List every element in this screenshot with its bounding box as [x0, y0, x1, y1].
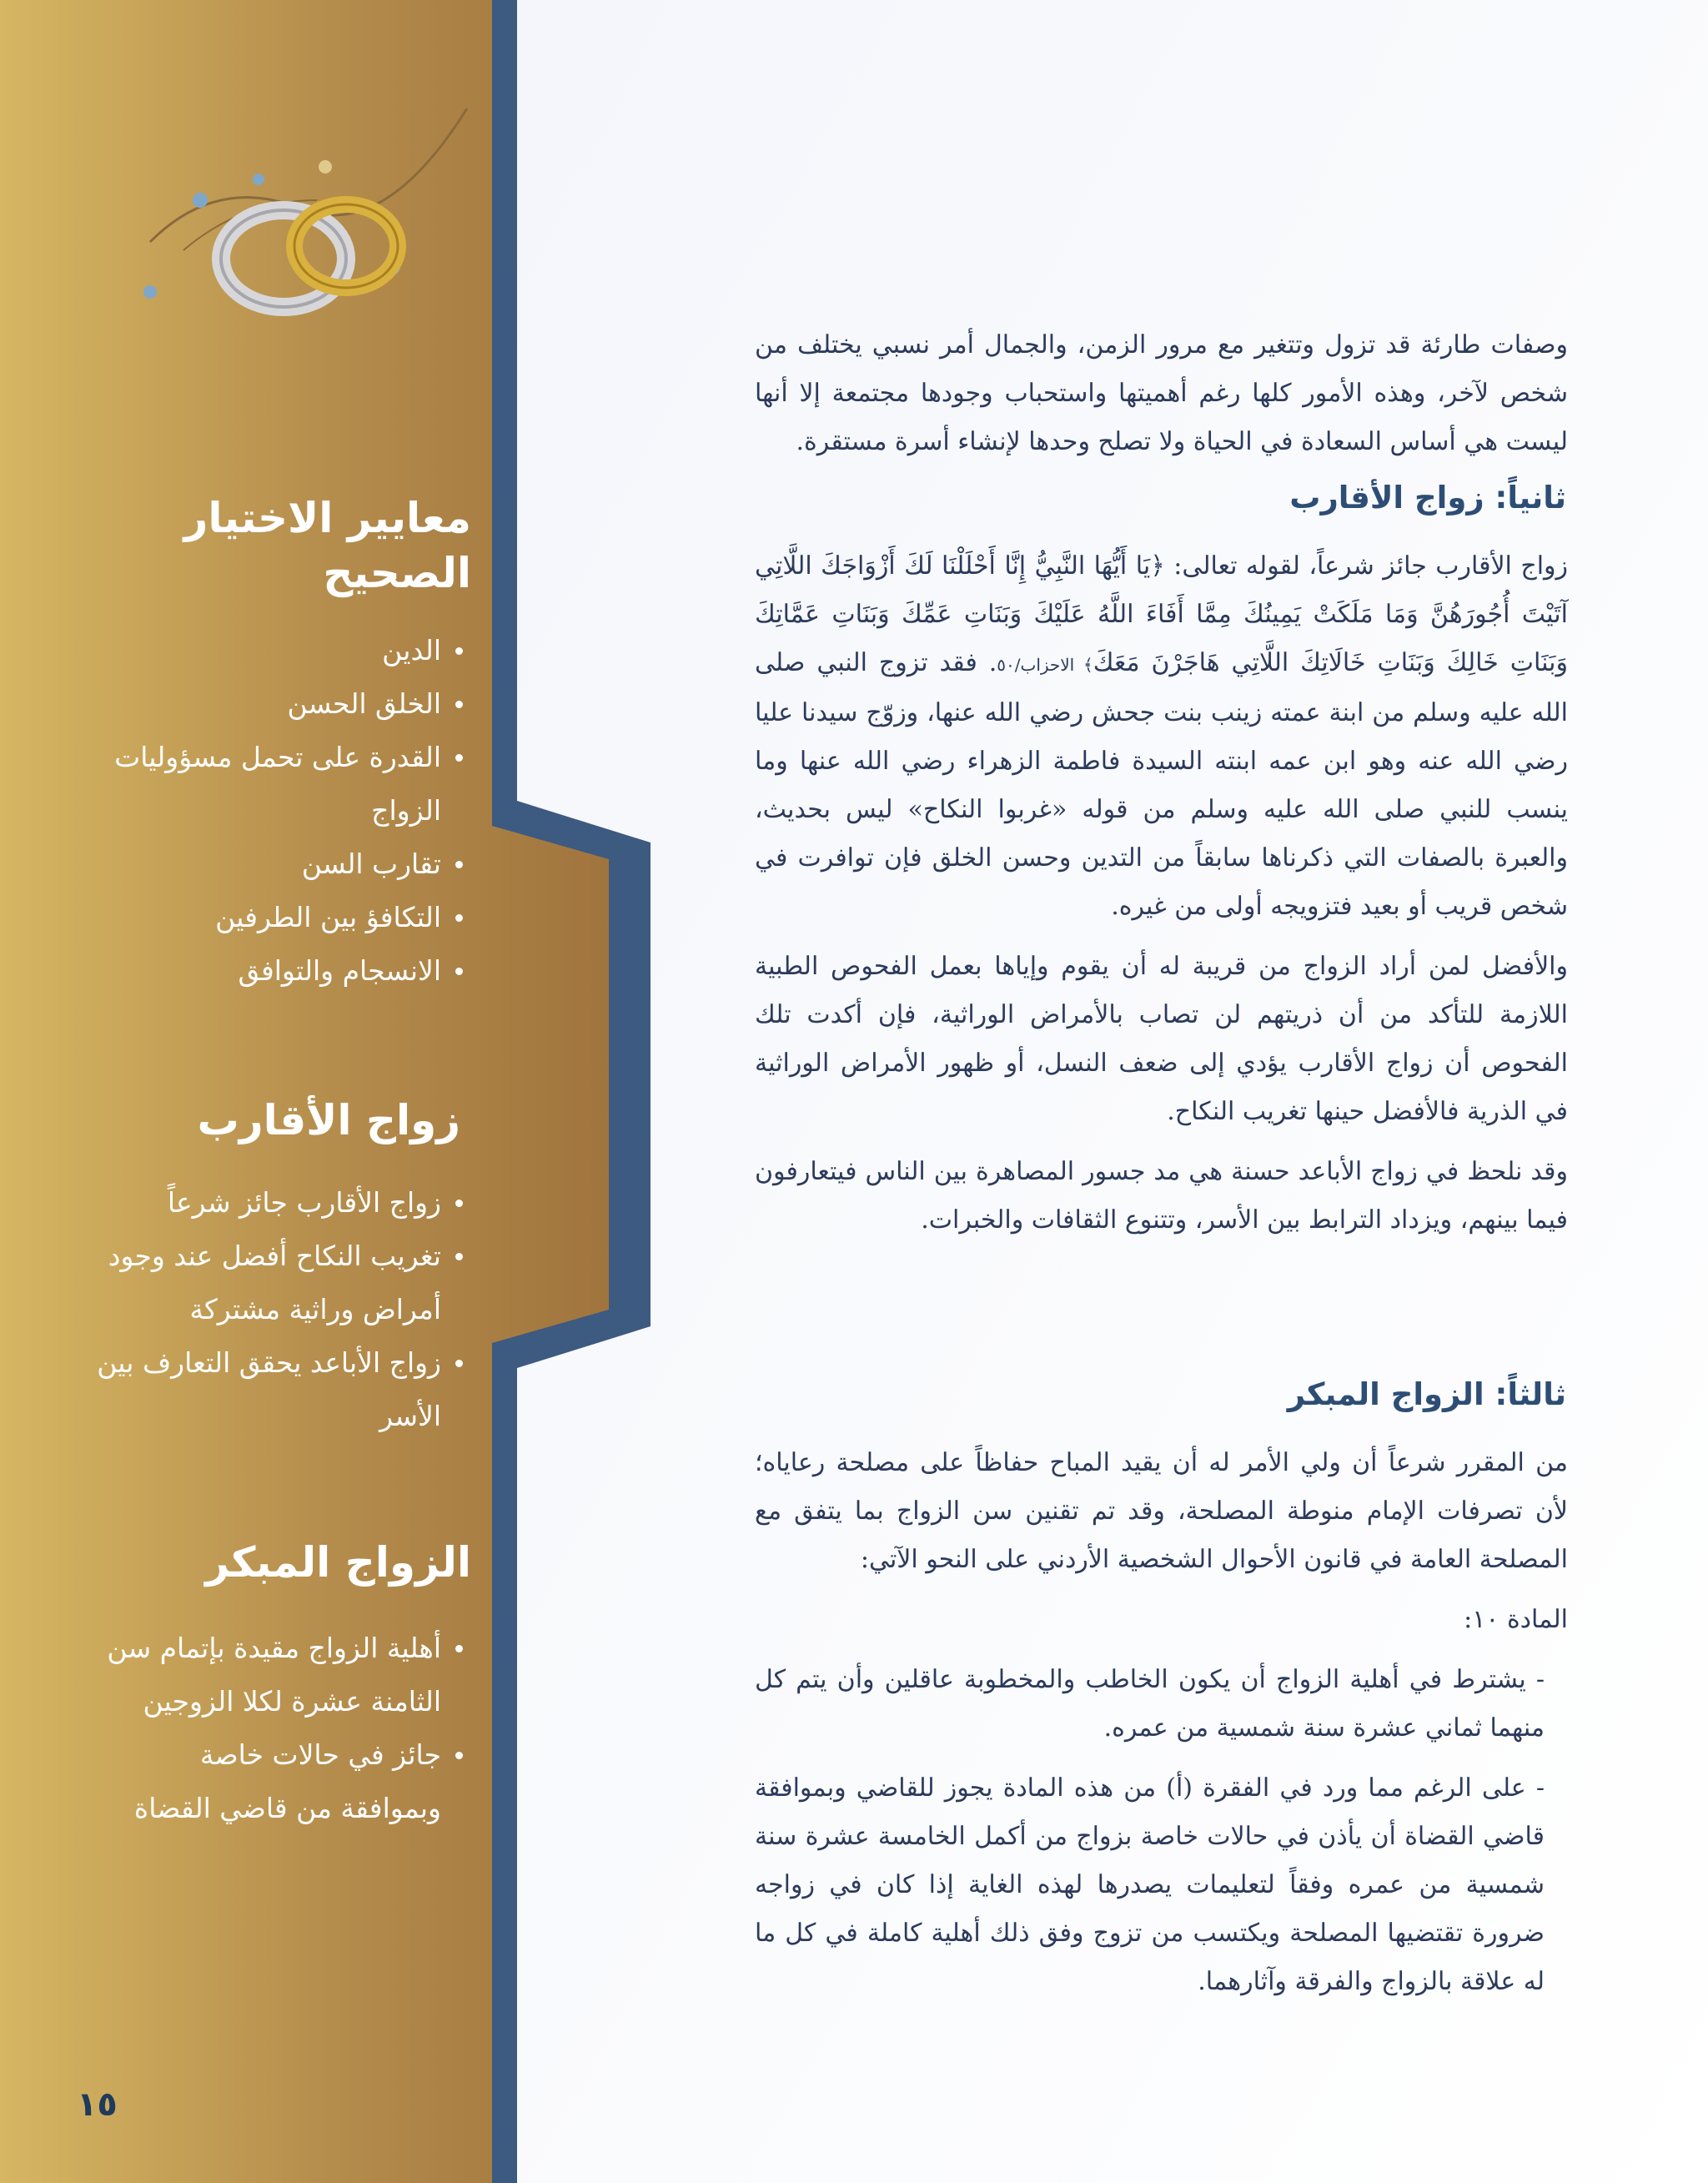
list-item: زواج الأباعد يحقق التعارف بين	[0, 1336, 463, 1390]
sidebar	[0, 0, 517, 2183]
list-item: جائز في حالات خاصة	[0, 1728, 463, 1782]
list-item: زواج الأقارب جائز شرعاً	[0, 1176, 463, 1230]
list-item: تقارب السن	[0, 837, 463, 891]
sidebar-heading-relatives: زواج الأقارب	[197, 1096, 460, 1144]
verse-reference: ﴾ الاحزاب/٥٠	[997, 655, 1093, 675]
relatives-paragraph-3: وقد نلحظ في زواج الأباعد حسنة هي مد جسور المصاهرة بين الناس فيتعارفون فيما بينهم، ويزداد الترابط بين الأسر، وتتنوع الثقافات والخبرات.	[755, 1157, 1568, 1235]
list-item: الانسجام والتوافق	[0, 944, 463, 998]
list-item: الثامنة عشرة لكلا الزوجين	[143, 1685, 441, 1718]
sidebar-heading-line2: الصحيح	[323, 549, 471, 597]
quran-verse: يَا أَيُّهَا النَّبِيُّ إِنَّا أَحْلَلْنَا لَكَ أَزْوَاجَكَ اللَّاتِي آتَيْتَ أُجُورَهُنَّ وَمَا مَلَكَتْ يَمِينُكَ مِمَّا أَفَاءَ اللَّهُ عَلَيْكَ وَبَنَاتِ عَمِّكَ وَبَنَاتِ عَمَّاتِكَ وَبَنَاتِ خَالِكَ وَبَنَاتِ خَالَاتِكَ اللَّاتِي هَاجَرْنَ مَعَكَ	[755, 551, 1568, 677]
list-item: الدين	[0, 624, 463, 677]
list-item: أهلية الزواج مقيدة بإتمام سن	[0, 1622, 463, 1675]
relatives-p1-start: زواج الأقارب جائز شرعاً، لقوله تعالى: ﴿	[1150, 551, 1568, 581]
sidebar-heading-criteria	[0, 490, 471, 601]
list-item: وبموافقة من قاضي القضاة	[133, 1792, 441, 1824]
article-clause-a: - يشترط في أهلية الزواج أن يكون الخاطب والمخطوبة عاقلين وأن يتم كل منهما ثماني عشرة سنة شمسية من عمره.	[755, 1665, 1545, 1743]
sidebar-list-relatives	[0, 1176, 463, 1443]
relatives-paragraph-1	[755, 542, 1568, 931]
list-item: التكافؤ بين الطرفين	[0, 891, 463, 944]
list-item: الأسر	[379, 1400, 441, 1432]
article-label: المادة ١٠:	[1464, 1605, 1568, 1634]
intro-text: وصفات طارئة قد تزول وتتغير مع مرور الزمن، والجمال أمر نسبي يختلف من شخص لآخر، وهذه الأمور كلها رغم أهميتها واستحباب وجودها مجتمعة إلا أنها ليست هي أساس السعادة في الحياة ولا تصلح وحدها لإنشاء أسرة مستقرة.	[755, 330, 1568, 456]
sidebar-list-early-marriage	[0, 1622, 463, 1835]
sidebar-heading-line1: معايير الاختيار	[183, 494, 471, 542]
section-relatives-body	[755, 542, 1568, 1245]
list-item: تغريب النكاح أفضل عند وجود	[0, 1230, 463, 1283]
section-title-relatives: ثانياً: زواج الأقارب	[1289, 480, 1566, 516]
page-number: ١٥	[77, 2085, 118, 2124]
section-early-marriage-body	[755, 1439, 1568, 2006]
list-item: الزواج	[371, 794, 441, 827]
early-marriage-paragraph-1: من المقرر شرعاً أن ولي الأمر له أن يقيد المباح حفاظاً على مصلحة رعاياه؛ لأن تصرفات الإمام منوطة المصلحة، وقد تم تقنين سن الزواج بما يتفق مع المصلحة العامة في قانون الأحوال الشخصية الأردني على النحو الآتي:	[755, 1448, 1568, 1574]
sidebar-heading-early-marriage: الزواج المبكر	[205, 1538, 471, 1587]
list-item: الخلق الحسن	[0, 677, 463, 731]
intro-paragraph	[755, 321, 1568, 466]
article-clause-b: - على الرغم مما ورد في الفقرة (أ) من هذه المادة يجوز للقاضي وبموافقة قاضي القضاة أن يأذن في حالات خاصة بزواج من أكمل الخامسة عشرة سنة شمسية من عمره وفقاً لتعليمات يصدرها لهذه الغاية إذا كان في زواجه ضرورة تقتضيها المصلحة ويكتسب من تزوج وفق ذلك أهلية كاملة في كل ما له علاقة بالزواج والفرقة وآثارهما.	[755, 1773, 1545, 1996]
section-title-early-marriage: ثالثاً: الزواج المبكر	[1287, 1376, 1566, 1412]
sidebar-list-criteria	[0, 624, 463, 998]
list-item: أمراض وراثية مشتركة	[189, 1293, 441, 1325]
relatives-p1-rest: . فقد تزوج النبي صلى الله عليه وسلم من ابنة عمته زينب بنت جحش رضي الله عنها، وزوّج سيدنا عليا رضي الله عنه وهو ابن عمه ابنته السيدة فاطمة الزهراء رضي الله عنها وما ينسب للنبي صلى الله عليه وسلم من قوله «غربوا النكاح» ليس بحديث، والعبرة بالصفات التي ذكرناها سابقاً من التدين وحسن الخلق فإن توافرت في شخص قريب أو بعيد فتزويجه أولى من غيره.	[755, 648, 1568, 921]
relatives-paragraph-2: والأفضل لمن أراد الزواج من قريبة له أن يقوم وإياها بعمل الفحوص الطبية اللازمة للتأكد من أن ذريتهم لن تصاب بالأمراض الوراثية، فإن أكدت تلك الفحوص أن زواج الأقارب يؤدي إلى ضعف النسل، أو ظهور الأمراض الوراثية في الذرية فالأفضل حينها تغريب النكاح.	[755, 952, 1568, 1126]
list-item: القدرة على تحمل مسؤوليات	[0, 731, 463, 784]
